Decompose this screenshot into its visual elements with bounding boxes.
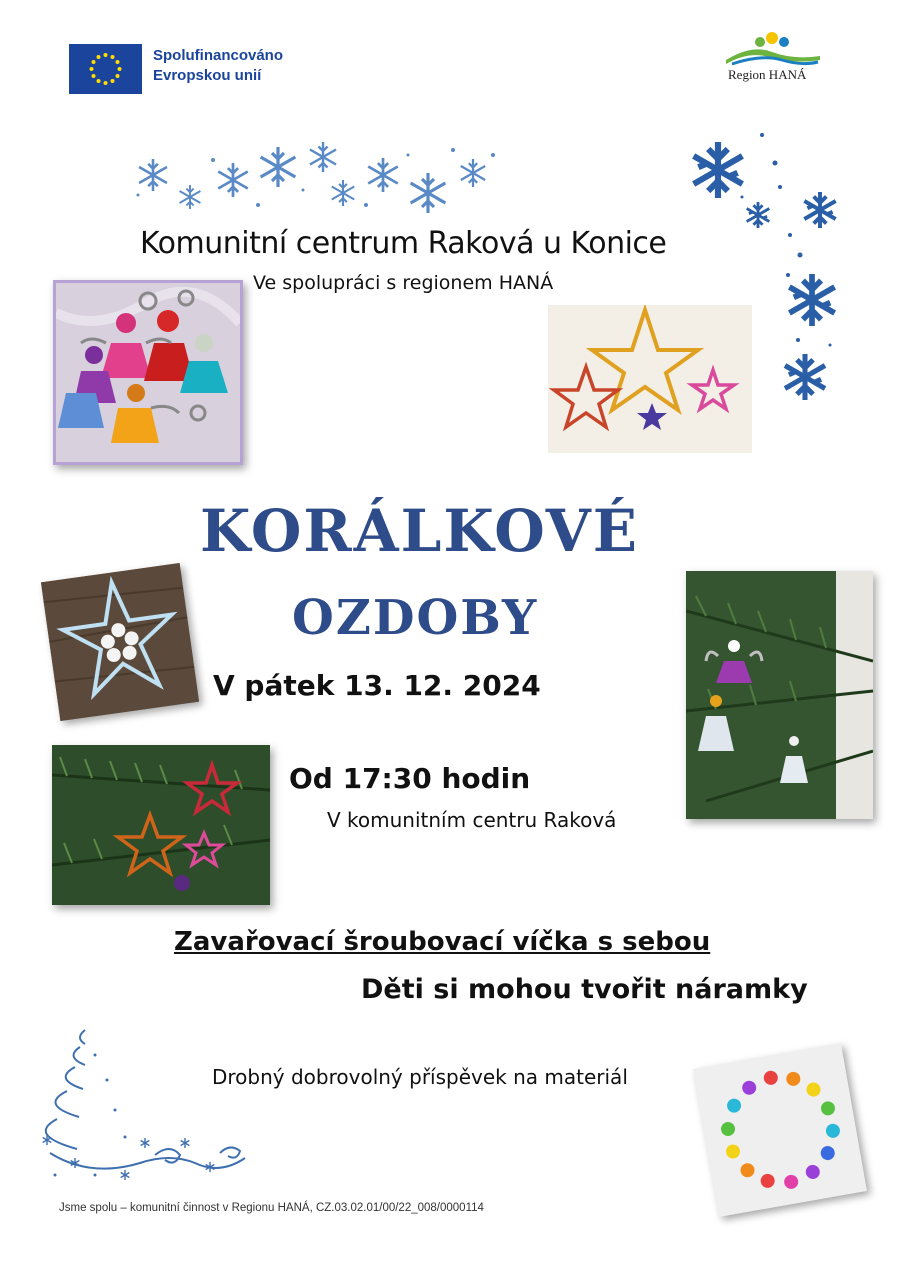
region-hana-logo-text: Region HANÁ (728, 67, 807, 82)
event-date: V pátek 13. 12. 2024 (213, 669, 541, 702)
kids-bracelets-note: Děti si mohou tvořit náramky (361, 974, 808, 1005)
eu-flag-logo (69, 44, 142, 94)
beaded-angels-photo (53, 280, 243, 465)
event-place: V komunitním centru Raková (327, 808, 617, 832)
stars-on-branch-photo (52, 745, 270, 905)
organizer-subtitle: Ve spolupráci s regionem HANÁ (253, 272, 554, 294)
event-heading-line1: KORÁLKOVÉ (200, 497, 639, 565)
eu-logo-text-line2: Evropskou unií (153, 67, 262, 84)
event-heading-line2: OZDOBY (292, 590, 539, 646)
region-hana-emblem-icon (722, 30, 822, 70)
eu-stars-icon (69, 44, 142, 94)
organizer-title: Komunitní centrum Raková u Konice (140, 226, 667, 261)
donation-note: Drobný dobrovolný příspěvek na materiál (212, 1065, 628, 1089)
bring-lids-note: Zavařovací šroubovací víčka s sebou (174, 927, 711, 957)
eu-logo-text-line1: Spolufinancováno (153, 47, 284, 64)
bead-bracelet-photo (693, 1043, 867, 1217)
footer-project-text: Jsme spolu – komunitní činnost v Regionu HANÁ, CZ.03.02.01/00/22_008/0000114 (59, 1202, 484, 1214)
pearl-star-photo (41, 563, 199, 721)
snowflake-border-decoration (128, 135, 503, 220)
angels-on-fir-photo (686, 571, 873, 819)
beaded-stars-photo (548, 305, 752, 453)
eu-logo-text (153, 46, 283, 86)
christmas-tree-swirl-decoration (35, 1025, 265, 1195)
event-time: Od 17:30 hodin (289, 762, 531, 795)
